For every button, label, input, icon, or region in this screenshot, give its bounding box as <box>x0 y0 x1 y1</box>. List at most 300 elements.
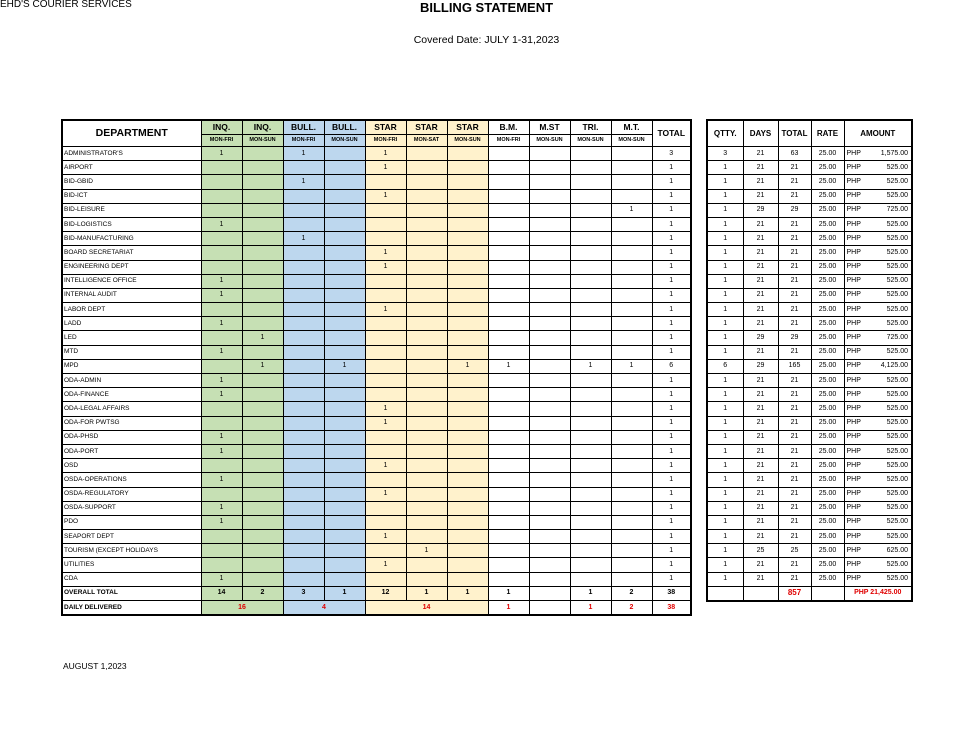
count-cell <box>201 459 242 473</box>
count-cell <box>529 203 570 217</box>
department-name: LABOR DEPT <box>62 303 201 317</box>
overall-total-label: OVERALL TOTAL <box>62 586 201 600</box>
rate-cell: 25.00 <box>811 317 844 331</box>
count-cell: 1 <box>201 147 242 161</box>
count-cell <box>242 402 283 416</box>
rate-cell: 25.00 <box>811 303 844 317</box>
total-cell: 21 <box>778 274 811 288</box>
count-cell <box>201 487 242 501</box>
count-cell <box>570 544 611 558</box>
count-cell <box>324 175 365 189</box>
department-name: ODA-FOR PWTSG <box>62 416 201 430</box>
count-cell <box>488 345 529 359</box>
qty-cell: 1 <box>707 331 743 345</box>
days-cell: 21 <box>743 147 778 161</box>
count-cell <box>611 246 652 260</box>
count-cell <box>570 416 611 430</box>
count-cell <box>529 544 570 558</box>
department-table <box>61 119 692 616</box>
department-name: AIRPORT <box>62 161 201 175</box>
billing-row <box>707 359 912 373</box>
qty-cell: 1 <box>707 388 743 402</box>
amount-value: 525.00 <box>886 461 908 469</box>
table-row <box>62 303 691 317</box>
count-cell: 1 <box>365 246 406 260</box>
count-cell: 1 <box>242 359 283 373</box>
row-total: 1 <box>652 515 691 529</box>
count-cell <box>529 530 570 544</box>
qty-cell: 1 <box>707 189 743 203</box>
count-cell <box>242 203 283 217</box>
qty-cell: 1 <box>707 246 743 260</box>
count-cell <box>529 430 570 444</box>
billing-row <box>707 473 912 487</box>
count-cell <box>406 388 447 402</box>
total-cell: 25 <box>778 544 811 558</box>
rate-cell: 25.00 <box>811 515 844 529</box>
count-cell <box>283 416 324 430</box>
qty-cell: 1 <box>707 288 743 302</box>
department-name: MTD <box>62 345 201 359</box>
qty-cell: 1 <box>707 175 743 189</box>
currency-label: PHP <box>846 404 861 412</box>
count-cell <box>283 444 324 458</box>
count-cell <box>488 487 529 501</box>
count-cell <box>365 473 406 487</box>
amount-cell <box>844 203 912 217</box>
column-header: M.ST <box>529 120 570 135</box>
table-row <box>62 189 691 203</box>
days-cell: 21 <box>743 288 778 302</box>
count-cell <box>324 161 365 175</box>
department-name: INTERNAL AUDIT <box>62 288 201 302</box>
department-name: OSDA-SUPPORT <box>62 501 201 515</box>
days-cell: 21 <box>743 345 778 359</box>
count-cell <box>488 459 529 473</box>
qty-cell: 1 <box>707 317 743 331</box>
table-row <box>62 473 691 487</box>
count-cell <box>570 388 611 402</box>
days-cell: 21 <box>743 374 778 388</box>
table-row <box>62 345 691 359</box>
count-cell <box>406 501 447 515</box>
count-cell: 1 <box>201 274 242 288</box>
currency-label: PHP <box>846 461 861 469</box>
count-cell <box>324 459 365 473</box>
count-cell <box>488 402 529 416</box>
count-cell <box>488 544 529 558</box>
amount-value: 525.00 <box>886 390 908 398</box>
rate-cell: 25.00 <box>811 288 844 302</box>
count-cell <box>242 430 283 444</box>
count-cell <box>406 217 447 231</box>
table-row <box>62 317 691 331</box>
count-cell <box>242 444 283 458</box>
billing-row <box>707 217 912 231</box>
row-total: 1 <box>652 572 691 586</box>
column-header: M.T. <box>611 120 652 135</box>
row-total: 1 <box>652 260 691 274</box>
currency-label: PHP <box>846 277 861 285</box>
count-cell <box>611 147 652 161</box>
rate-cell: 25.00 <box>811 345 844 359</box>
count-cell <box>570 402 611 416</box>
blank-cell <box>743 586 778 601</box>
company-name: EHD'S COURIER SERVICES <box>0 0 132 10</box>
department-name: OSDA-REGULATORY <box>62 487 201 501</box>
billing-row <box>707 317 912 331</box>
count-cell <box>201 189 242 203</box>
count-cell <box>570 232 611 246</box>
count-cell <box>324 317 365 331</box>
daily-inq: 16 <box>201 601 283 616</box>
total-cell: 165 <box>778 359 811 373</box>
count-cell <box>365 388 406 402</box>
table-row <box>62 388 691 402</box>
count-cell: 1 <box>447 359 488 373</box>
currency-label: PHP <box>846 532 861 540</box>
qty-cell: 1 <box>707 217 743 231</box>
count-cell <box>283 189 324 203</box>
amount-cell <box>844 161 912 175</box>
department-header: DEPARTMENT <box>62 120 201 147</box>
row-total: 1 <box>652 232 691 246</box>
count-cell: 1 <box>201 388 242 402</box>
column-subheader: MON-SUN <box>611 135 652 147</box>
count-cell <box>529 359 570 373</box>
count-cell: 1 <box>201 317 242 331</box>
amount-value: 725.00 <box>886 334 908 342</box>
count-cell <box>406 189 447 203</box>
count-cell: 1 <box>365 402 406 416</box>
count-cell <box>324 147 365 161</box>
qty-cell: 1 <box>707 416 743 430</box>
days-cell: 21 <box>743 473 778 487</box>
count-cell <box>324 487 365 501</box>
count-cell <box>406 147 447 161</box>
footer-date: AUGUST 1,2023 <box>63 661 127 671</box>
rate-cell: 25.00 <box>811 388 844 402</box>
amount-cell <box>844 473 912 487</box>
row-total: 1 <box>652 331 691 345</box>
currency-label: PHP <box>846 561 861 569</box>
row-total: 1 <box>652 189 691 203</box>
count-cell <box>242 317 283 331</box>
count-cell <box>611 317 652 331</box>
days-cell: 21 <box>743 246 778 260</box>
count-cell <box>324 430 365 444</box>
currency-label: PHP <box>846 546 861 554</box>
currency-label: PHP <box>846 348 861 356</box>
count-cell <box>570 459 611 473</box>
total-cell: 21 <box>778 217 811 231</box>
billing-row <box>707 572 912 586</box>
count-cell <box>201 232 242 246</box>
count-cell <box>447 544 488 558</box>
count-cell <box>611 232 652 246</box>
days-cell: 29 <box>743 359 778 373</box>
currency-label: PHP <box>846 305 861 313</box>
count-cell <box>365 317 406 331</box>
amount-cell <box>844 303 912 317</box>
count-cell <box>406 530 447 544</box>
rate-cell: 25.00 <box>811 501 844 515</box>
total-cell: 21 <box>778 288 811 302</box>
count-cell <box>406 161 447 175</box>
amount-value: 525.00 <box>886 277 908 285</box>
count-cell <box>447 473 488 487</box>
column-header: B.M. <box>488 120 529 135</box>
count-cell <box>201 161 242 175</box>
days-cell: 21 <box>743 487 778 501</box>
count-cell <box>242 288 283 302</box>
count-cell <box>488 444 529 458</box>
amount-value: 525.00 <box>886 192 908 200</box>
count-cell <box>570 558 611 572</box>
qty-cell: 1 <box>707 530 743 544</box>
table-row <box>62 572 691 586</box>
billing-row <box>707 274 912 288</box>
amount-cell <box>844 515 912 529</box>
days-cell: 21 <box>743 274 778 288</box>
qty-cell: 1 <box>707 444 743 458</box>
count-cell <box>242 161 283 175</box>
count-cell <box>406 558 447 572</box>
billing-row <box>707 246 912 260</box>
amount-cell <box>844 388 912 402</box>
currency-label: PHP <box>846 263 861 271</box>
amount-cell <box>844 416 912 430</box>
qty-cell: 1 <box>707 203 743 217</box>
count-cell <box>242 487 283 501</box>
count-cell: 1 <box>365 487 406 501</box>
count-cell <box>529 374 570 388</box>
qty-cell: 6 <box>707 359 743 373</box>
count-cell: 1 <box>201 288 242 302</box>
daily-bull: 4 <box>283 601 365 616</box>
count-cell: 1 <box>570 359 611 373</box>
amount-value: 525.00 <box>886 575 908 583</box>
count-cell <box>488 147 529 161</box>
daily-delivered-row <box>62 601 691 616</box>
qty-cell: 1 <box>707 161 743 175</box>
count-cell <box>283 459 324 473</box>
column-subheader: MON-SUN <box>529 135 570 147</box>
department-name: ADMINISTRATOR'S <box>62 147 201 161</box>
billing-row <box>707 501 912 515</box>
department-name: TOURISM (EXCEPT HOLIDAYS <box>62 544 201 558</box>
count-cell <box>406 274 447 288</box>
table-row <box>62 430 691 444</box>
total-cell: 21 <box>778 430 811 444</box>
amount-value: 525.00 <box>886 220 908 228</box>
count-cell <box>529 416 570 430</box>
count-cell <box>488 515 529 529</box>
count-cell <box>242 260 283 274</box>
row-total: 1 <box>652 558 691 572</box>
column-header: STAR <box>447 120 488 135</box>
count-cell <box>570 203 611 217</box>
count-cell <box>611 473 652 487</box>
count-cell <box>611 416 652 430</box>
table-row <box>62 232 691 246</box>
count-cell <box>529 345 570 359</box>
count-cell: 1 <box>324 359 365 373</box>
count-cell <box>406 260 447 274</box>
daily-tri: 1 <box>570 601 611 616</box>
row-total: 1 <box>652 374 691 388</box>
count-cell <box>283 303 324 317</box>
count-cell: 1 <box>365 260 406 274</box>
rate-cell: 25.00 <box>811 473 844 487</box>
table-row <box>62 544 691 558</box>
rate-cell: 25.00 <box>811 416 844 430</box>
row-total: 1 <box>652 288 691 302</box>
table-row <box>62 501 691 515</box>
count-cell <box>283 558 324 572</box>
count-cell <box>365 515 406 529</box>
column-subheader: MON-FRI <box>365 135 406 147</box>
count-cell <box>529 473 570 487</box>
overall-total-cell: 1 <box>406 586 447 600</box>
count-cell <box>242 473 283 487</box>
total-cell: 29 <box>778 331 811 345</box>
days-cell: 21 <box>743 303 778 317</box>
count-cell <box>611 530 652 544</box>
count-cell <box>242 217 283 231</box>
amount-value: 525.00 <box>886 475 908 483</box>
count-cell <box>406 416 447 430</box>
amount-cell <box>844 317 912 331</box>
days-cell: 21 <box>743 430 778 444</box>
overall-total-cell: 1 <box>570 586 611 600</box>
count-cell <box>529 217 570 231</box>
billing-row <box>707 487 912 501</box>
billing-row <box>707 416 912 430</box>
count-cell <box>447 402 488 416</box>
days-cell: 21 <box>743 515 778 529</box>
count-cell <box>406 345 447 359</box>
count-cell: 1 <box>365 303 406 317</box>
count-cell: 1 <box>242 331 283 345</box>
count-cell <box>488 288 529 302</box>
count-cell <box>570 161 611 175</box>
row-total: 1 <box>652 487 691 501</box>
amount-cell <box>844 189 912 203</box>
count-cell <box>570 331 611 345</box>
count-cell <box>201 203 242 217</box>
amount-cell <box>844 359 912 373</box>
count-cell <box>488 317 529 331</box>
count-cell <box>611 260 652 274</box>
count-cell <box>283 402 324 416</box>
count-cell <box>324 217 365 231</box>
count-cell <box>529 189 570 203</box>
count-cell <box>611 345 652 359</box>
overall-total-cell: 2 <box>242 586 283 600</box>
count-cell <box>365 544 406 558</box>
count-cell <box>324 203 365 217</box>
billing-row <box>707 374 912 388</box>
department-name: ODA-FINANCE <box>62 388 201 402</box>
amount-cell <box>844 217 912 231</box>
count-cell <box>570 473 611 487</box>
total-cell: 21 <box>778 388 811 402</box>
amount-value: 525.00 <box>886 305 908 313</box>
count-cell <box>201 530 242 544</box>
currency-label: PHP <box>846 149 861 157</box>
rate-cell: 25.00 <box>811 274 844 288</box>
count-cell <box>283 345 324 359</box>
row-total: 1 <box>652 459 691 473</box>
department-name: LADD <box>62 317 201 331</box>
count-cell <box>324 388 365 402</box>
count-cell <box>201 331 242 345</box>
count-cell <box>447 161 488 175</box>
count-cell <box>406 303 447 317</box>
count-cell <box>447 331 488 345</box>
count-cell <box>447 501 488 515</box>
amount-value: 525.00 <box>886 234 908 242</box>
billing-header: TOTAL <box>778 120 811 147</box>
count-cell <box>611 572 652 586</box>
count-cell <box>488 430 529 444</box>
table-row <box>62 246 691 260</box>
billing-row <box>707 345 912 359</box>
count-cell <box>406 246 447 260</box>
count-cell <box>283 515 324 529</box>
count-cell <box>570 487 611 501</box>
amount-cell <box>844 274 912 288</box>
currency-label: PHP <box>846 376 861 384</box>
count-cell <box>488 203 529 217</box>
count-cell <box>283 331 324 345</box>
billing-row <box>707 558 912 572</box>
amount-cell <box>844 487 912 501</box>
count-cell <box>611 501 652 515</box>
count-cell <box>529 572 570 586</box>
amount-value: 525.00 <box>886 348 908 356</box>
amount-value: 525.00 <box>886 248 908 256</box>
count-cell <box>447 345 488 359</box>
qty-cell: 1 <box>707 572 743 586</box>
total-cell: 21 <box>778 175 811 189</box>
department-name: BOARD SECRETARIAT <box>62 246 201 260</box>
count-cell: 1 <box>283 232 324 246</box>
currency-label: PHP <box>846 475 861 483</box>
count-cell <box>201 402 242 416</box>
daily-star: 14 <box>365 601 488 616</box>
total-cell: 21 <box>778 473 811 487</box>
qty-cell: 1 <box>707 544 743 558</box>
amount-value: 525.00 <box>886 263 908 271</box>
amount-value: 525.00 <box>886 177 908 185</box>
count-cell <box>406 288 447 302</box>
column-header: INQ. <box>201 120 242 135</box>
count-cell <box>611 515 652 529</box>
qty-cell: 3 <box>707 147 743 161</box>
days-cell: 21 <box>743 530 778 544</box>
count-cell <box>406 515 447 529</box>
count-cell <box>324 374 365 388</box>
count-cell <box>447 217 488 231</box>
count-cell <box>447 203 488 217</box>
count-cell <box>447 317 488 331</box>
count-cell <box>611 274 652 288</box>
count-cell <box>242 416 283 430</box>
count-cell <box>447 374 488 388</box>
count-cell <box>488 558 529 572</box>
